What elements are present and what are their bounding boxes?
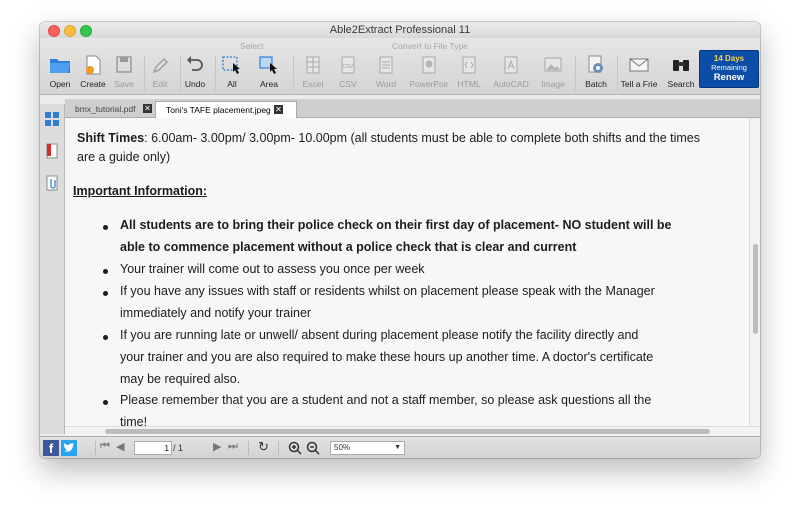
zoom-out-icon[interactable] [306, 441, 320, 455]
batch-button[interactable] [576, 54, 616, 92]
days-remaining-label: Remaining [711, 63, 747, 72]
renew-label: Renew [713, 72, 745, 83]
bullet5-line2: time! [120, 415, 148, 426]
word-label: Word [375, 79, 397, 89]
bullet3-line2: immediately and notify your trainer [120, 306, 312, 320]
csv-icon [336, 54, 360, 76]
convert-powerpoint-button[interactable] [409, 54, 449, 92]
powerpoint-label: PowerPoir [409, 79, 449, 89]
renew-license-button[interactable] [699, 50, 759, 88]
create-label: Create [80, 79, 106, 89]
horizontal-scroll-thumb[interactable] [105, 429, 710, 434]
page-number-input[interactable] [134, 441, 172, 455]
convert-excel-button[interactable] [293, 54, 333, 92]
batch-gear-icon [584, 54, 608, 76]
svg-text:CSV: CSV [342, 64, 354, 70]
twitter-icon[interactable] [61, 440, 77, 456]
html-label: HTML [457, 79, 481, 89]
close-tab-icon[interactable]: ✕ [275, 105, 282, 114]
page-total: / 1 [173, 443, 184, 453]
twitter-bird-icon [61, 440, 77, 456]
status-separator [278, 441, 279, 455]
edit-button[interactable] [140, 54, 180, 92]
powerpoint-icon [417, 54, 441, 76]
vertical-scroll-thumb[interactable] [753, 244, 758, 334]
pencil-icon [148, 54, 172, 76]
shift-times-label: Shift Times [77, 131, 145, 145]
shift-times-line-2: are a guide only) [77, 150, 171, 164]
bullet4-line1: If you are running late or unwell/ absent during placement please notify the facility directly and [120, 328, 639, 342]
csv-label: CSV [339, 79, 357, 89]
undo-label: Undo [184, 79, 206, 89]
bullet-dot [103, 269, 108, 274]
thumbnails-icon [43, 110, 61, 128]
envelope-icon [627, 54, 651, 76]
zoom-value: 50% [334, 443, 351, 452]
word-icon [374, 54, 398, 76]
attachments-panel-button[interactable] [43, 174, 61, 192]
vertical-scrollbar[interactable] [749, 118, 760, 426]
window-title: Able2Extract Professional 11 [329, 24, 471, 36]
toolbar-separator [617, 56, 618, 90]
zoom-in-icon[interactable] [288, 441, 302, 455]
important-heading: Important Information: [73, 184, 208, 198]
bottom-status-bar [40, 436, 760, 458]
title-bar [40, 22, 760, 38]
select-all-button[interactable] [212, 54, 252, 92]
tab-tonis-tafe-placement[interactable] [155, 101, 297, 118]
undo-button[interactable] [175, 54, 215, 92]
open-label: Open [49, 79, 71, 89]
select-all-icon [220, 54, 244, 76]
bullet-dot [103, 225, 108, 230]
convert-image-button[interactable] [533, 54, 573, 92]
excel-label: Excel [302, 79, 324, 89]
save-label: Save [114, 79, 134, 89]
convert-csv-button[interactable] [328, 54, 368, 92]
bullet-dot [103, 335, 108, 340]
autocad-icon [499, 54, 523, 76]
last-page-icon[interactable]: ⏭ [228, 440, 238, 452]
previous-page-icon[interactable]: ◀ [116, 441, 125, 453]
facebook-icon[interactable]: f [43, 440, 59, 456]
zoom-select[interactable] [330, 441, 405, 455]
main-toolbar [40, 38, 760, 95]
image-icon [541, 54, 565, 76]
bullet-dot [103, 291, 108, 296]
autocad-label: AutoCAD [493, 79, 529, 89]
zoom-window-button[interactable] [80, 25, 92, 37]
select-all-label: All [227, 79, 237, 89]
convert-word-button[interactable] [366, 54, 406, 92]
bullet5-line1: Please remember that you are a student and not a staff member, so please ask questions all the [120, 393, 652, 407]
tell-a-friend-button[interactable] [619, 54, 659, 92]
undo-icon [183, 54, 207, 76]
select-area-icon [257, 54, 281, 76]
bullet4-line3: may be required also. [120, 372, 241, 386]
thumbnails-panel-button[interactable] [43, 110, 61, 128]
excel-icon [301, 54, 325, 76]
tab-bmx-tutorial[interactable] [65, 101, 163, 117]
horizontal-scrollbar[interactable] [65, 426, 760, 436]
select-area-label: Area [260, 79, 278, 89]
rotate-icon[interactable]: ↻ [258, 439, 269, 454]
document-tab-bar [65, 99, 760, 118]
paperclip-icon [43, 174, 61, 192]
convert-autocad-button[interactable] [491, 54, 531, 92]
bullet3-line1: If you have any issues with staff or residents whilst on placement please speak with the Manager [120, 284, 655, 298]
app-window [40, 22, 760, 458]
bullet-dot [103, 400, 108, 405]
tab-label: bmx_tutorial.pdf [75, 104, 136, 114]
shift-times-text: : 6.00am- 3.00pm/ 3.00pm- 10.00pm (all students must be able to complete both shifts and the times [144, 131, 701, 145]
close-window-button[interactable] [48, 25, 60, 37]
search-button[interactable] [661, 54, 701, 92]
first-page-icon[interactable]: ⏮ [100, 440, 110, 452]
convert-group-label: Convert to File Type [392, 41, 468, 51]
new-document-icon [81, 54, 105, 76]
bullet2-line1: Your trainer will come out to assess you once per week [120, 262, 425, 276]
image-label: Image [541, 79, 565, 89]
shift-times-line [77, 128, 717, 149]
left-sidebar [40, 104, 65, 434]
search-label: Search [667, 79, 695, 89]
save-button[interactable] [104, 54, 144, 92]
minimize-window-button[interactable] [64, 25, 76, 37]
select-area-button[interactable] [249, 54, 289, 92]
binoculars-icon [669, 54, 693, 76]
days-remaining-count: 14 Days [713, 54, 745, 63]
bullet1-line2: able to commence placement without a police check that is clear and current [120, 240, 577, 254]
bullet4-line2: your trainer and you are also required to make these hours up another time. A doctor's certificate [120, 350, 654, 364]
tab-label: Toni's TAFE placement.jpeg [166, 105, 271, 115]
status-separator [95, 441, 96, 455]
bookmarks-panel-button[interactable] [43, 142, 61, 160]
edit-label: Edit [152, 79, 168, 89]
tell-a-friend-label: Tell a Frie [620, 79, 658, 89]
chevron-down-icon: ▼ [394, 444, 401, 451]
select-group-label: Select [240, 41, 264, 51]
batch-label: Batch [585, 79, 607, 89]
convert-html-button[interactable] [449, 54, 489, 92]
close-tab-icon[interactable]: ✕ [144, 104, 151, 113]
next-page-icon[interactable]: ▶ [213, 441, 222, 453]
html-icon [457, 54, 481, 76]
bullet1-line1: All students are to bring their police check on their first day of placement- NO student will be [120, 218, 672, 232]
status-separator [248, 441, 249, 455]
folder-icon [48, 54, 72, 76]
bookmark-icon [43, 142, 61, 160]
document-viewer[interactable] [65, 118, 749, 426]
floppy-icon [112, 54, 136, 76]
